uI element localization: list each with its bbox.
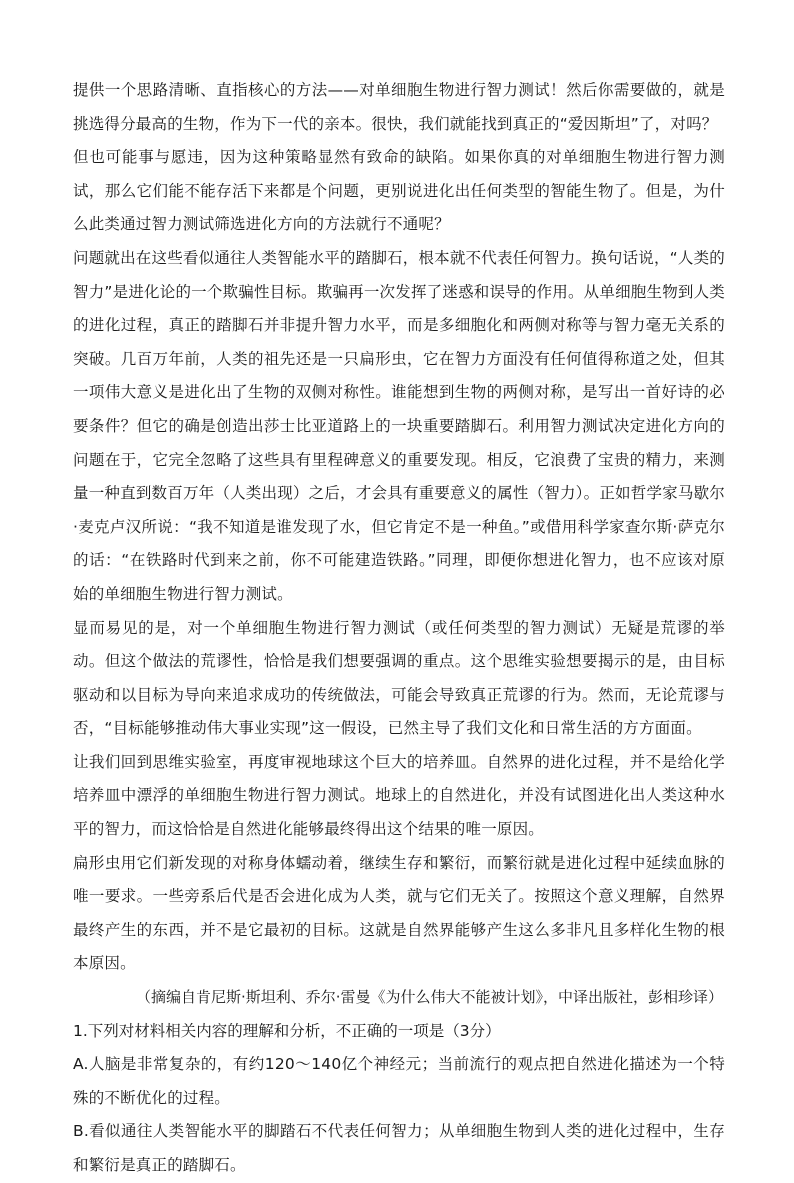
question-1-option-a: A.人脑是非常复杂的，有约120～140亿个神经元；当前流行的观点把自然进化描述为一个特殊的不断优化的过程。 [73,1055,725,1107]
article-paragraph-5: 让我们回到思维实验室，再度审视地球这个巨大的培养皿。自然界的进化过程，并不是给化学培养皿中漂浮的单细胞生物进行智力测试。地球上的自然进化，并没有试图进化出人类这种水平的智力，而这恰恰是自然进化能够最终得出这个结果的唯一原因。 [73,752,725,839]
article-paragraph-1: 提供一个思路清晰、直指核心的方法——对单细胞生物进行智力测试！然后你需要做的，就是挑选得分最高的生物，作为下一代的亲本。很快，我们就能找到真正的“爱因斯坦”了，对吗？ [73,81,725,133]
question-1-option-b: B.看似通往人类智能水平的脚踏石不代表任何智力；从单细胞生物到人类的进化过程中，生存和繁衍是真正的踏脚石。 [73,1122,725,1174]
question-1-stem: 1.下列对材料相关内容的理解和分析，不正确的一项是（3分） [73,1021,501,1040]
article-source-citation: （摘编自肯尼斯·斯坦利、乔尔·雷曼《为什么伟大不能被计划》，中译出版社，彭相珍译） [135,988,723,1007]
article-body [73,74,725,1015]
article-paragraph-3: 问题就出在这些看似通往人类智能水平的踏脚石，根本就不代表任何智力。换句话说，“人类的智力”是进化论的一个欺骗性目标。欺骗再一次发挥了迷惑和误导的作用。从单细胞生物到人类的进化过程，真正的踏脚石并非提升智力水平，而是多细胞化和两侧对称等与智力毫无关系的突破。几百万年前，人类的祖先还是一只扁形虫，它在智力方面没有任何值得称道之处，但其一项伟大意义是进化出了生物的双侧对称性。谁能想到生物的两侧对称，是写出一首好诗的必要条件？但它的确是创造出莎士比亚道路上的一块重要踏脚石。利用智力测试决定进化方向的问题在于，它完全忽略了这些具有里程碑意义的重要发现。相反，它浪费了宝贵的精力，来测量一种直到数百万年（人类出现）之后，才会具有重要意义的属性（智力）。正如哲学家马歇尔·麦克卢汉所说：“我不知道是谁发现了水，但它肯定不是一种鱼。”或借用科学家查尔斯·萨克尔的话：“在铁路时代到来之前，你不可能建造铁路。”同理，即便你想进化智力，也不应该对原始的单细胞生物进行智力测试。 [73,248,725,603]
article-paragraph-6: 扁形虫用它们新发现的对称身体蠕动着，继续生存和繁衍，而繁衍就是进化过程中延续血脉的唯一要求。一些旁系后代是否会进化成为人类，就与它们无关了。按照这个意义理解，自然界最终产生的东西，并不是它最初的目标。这就是自然界能够产生这么多非凡且多样化生物的根本原因。 [73,853,725,973]
question-section [73,1015,725,1183]
document-page [73,74,725,1183]
article-paragraph-4: 显而易见的是，对一个单细胞生物进行智力测试（或任何类型的智力测试）无疑是荒谬的举动。但这个做法的荒谬性，恰恰是我们想要强调的重点。这个思维实验想要揭示的是，由目标驱动和以目标为导向来追求成功的传统做法，可能会导致真正荒谬的行为。然而，无论荒谬与否，“目标能够推动伟大事业实现”这一假设，已然主导了我们文化和日常生活的方方面面。 [73,618,725,738]
article-paragraph-2: 但也可能事与愿违，因为这种策略显然有致命的缺陷。如果你真的对单细胞生物进行智力测试，那么它们能不能存活下来都是个问题，更别说进化出任何类型的智能生物了。但是，为什么此类通过智力测试筛选进化方向的方法就行不通呢？ [73,148,725,234]
